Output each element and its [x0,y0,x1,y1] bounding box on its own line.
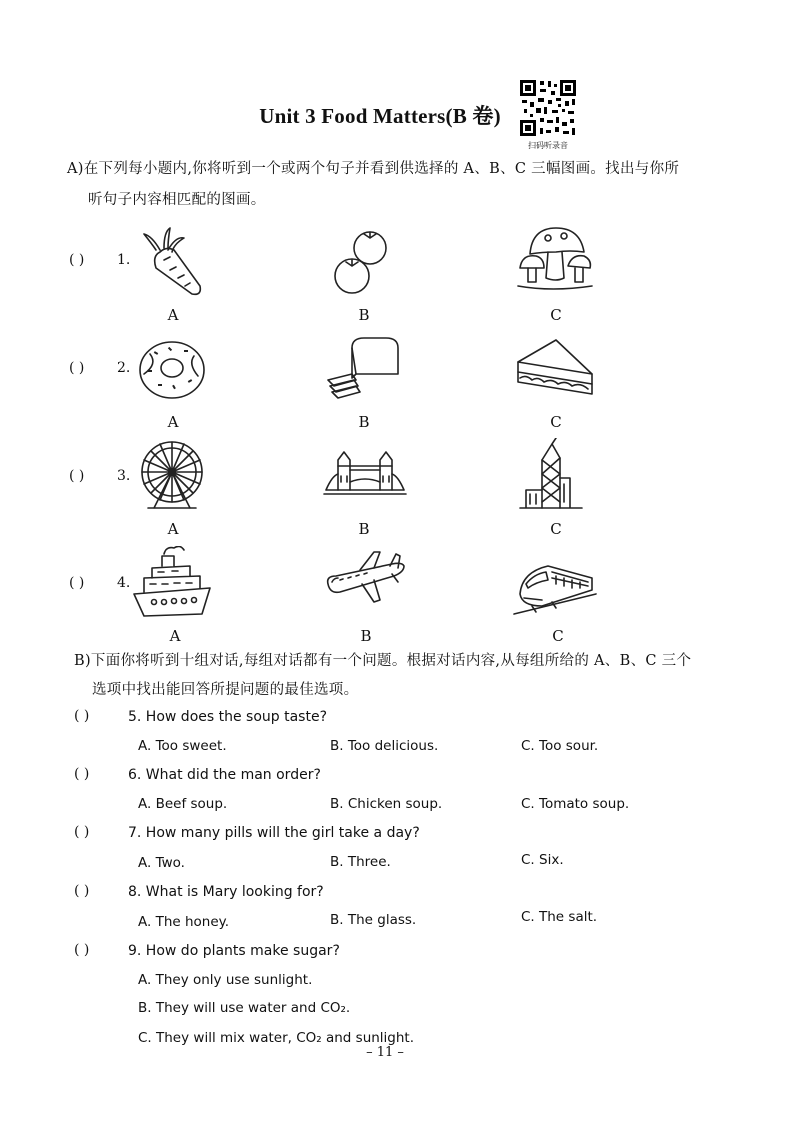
mushrooms-icon[interactable] [512,222,598,294]
section-b-instruction-line2: 选项中找出能回答所提问题的最佳选项。 [92,682,359,698]
option-letter: C [550,413,562,431]
option-a[interactable]: A. Two. [138,855,185,871]
question-text: 6. What did the man order? [128,767,321,783]
answer-blank[interactable]: ( ) [74,942,90,958]
answer-blank[interactable]: ( ) [69,252,85,268]
option-c[interactable]: C. Too sour. [521,738,599,754]
option-letter: A [169,627,181,645]
option-c[interactable]: C. The salt. [521,909,598,925]
option-letter: A [167,520,179,538]
qr-code-icon[interactable] [518,78,578,138]
section-b-instruction-line1: B)下面你将听到十组对话,每组对话都有一个问题。根据对话内容,从每组所给的 A、B、C 三个 [74,653,692,669]
section-a-instruction-line1: A)在下列每小题内,你将听到一个或两个句子并看到供选择的 A、B、C 三幅图画。找出与你所 [67,161,680,177]
page-title: Unit 3 Food Matters(B 卷) [259,104,501,128]
option-c[interactable]: C. Six. [521,852,564,868]
option-letter: C [550,306,562,324]
option-letter: C [552,627,564,645]
question-number: 3. [117,468,131,484]
sandwich-icon[interactable] [512,334,598,406]
page-number: – 11 – [366,1045,404,1060]
answer-blank[interactable]: ( ) [74,766,90,782]
section-a-instruction-line2: 听句子内容相匹配的图画。 [88,192,266,208]
airplane-icon[interactable] [322,550,408,622]
answer-blank[interactable]: ( ) [74,883,90,899]
option-letter: A [167,413,179,431]
option-letter: B [358,520,370,538]
question-number: 4. [117,575,131,591]
question-text: 9. How do plants make sugar? [128,943,340,959]
option-b[interactable]: B. Chicken soup. [330,796,443,812]
donut-icon[interactable] [128,334,214,406]
option-letter: B [360,627,372,645]
bread-icon[interactable] [322,334,408,406]
skyscraper-icon[interactable] [512,438,598,510]
option-c[interactable]: C. They will mix water, CO₂ and sunlight. [138,1030,415,1046]
answer-blank[interactable]: ( ) [69,468,85,484]
answer-blank[interactable]: ( ) [69,575,85,591]
tower-bridge-icon[interactable] [322,446,408,518]
qr-caption: 扫码听录音 [528,141,568,150]
option-b[interactable]: B. They will use water and CO₂. [138,1000,351,1016]
question-text: 8. What is Mary looking for? [128,884,324,900]
answer-blank[interactable]: ( ) [69,360,85,376]
option-a[interactable]: A. Beef soup. [138,796,228,812]
answer-blank[interactable]: ( ) [74,824,90,840]
option-a[interactable]: A. The honey. [138,914,230,930]
option-letter: A [167,306,179,324]
option-b[interactable]: B. Too delicious. [330,738,439,754]
option-c[interactable]: C. Tomato soup. [521,796,630,812]
option-letter: B [358,413,370,431]
train-icon[interactable] [512,550,598,622]
ship-icon[interactable] [130,546,216,618]
question-number: 2. [117,360,131,376]
question-text: 7. How many pills will the girl take a day? [128,825,420,841]
option-a[interactable]: A. They only use sunlight. [138,972,313,988]
option-letter: C [550,520,562,538]
ferris-wheel-icon[interactable] [130,438,216,510]
answer-blank[interactable]: ( ) [74,708,90,724]
option-a[interactable]: A. Too sweet. [138,738,227,754]
option-b[interactable]: B. The glass. [330,912,417,928]
question-number: 1. [117,252,131,268]
question-text: 5. How does the soup taste? [128,709,328,725]
option-b[interactable]: B. Three. [330,854,391,870]
tomatoes-icon[interactable] [322,226,408,298]
carrot-icon[interactable] [130,226,216,298]
option-letter: B [358,306,370,324]
